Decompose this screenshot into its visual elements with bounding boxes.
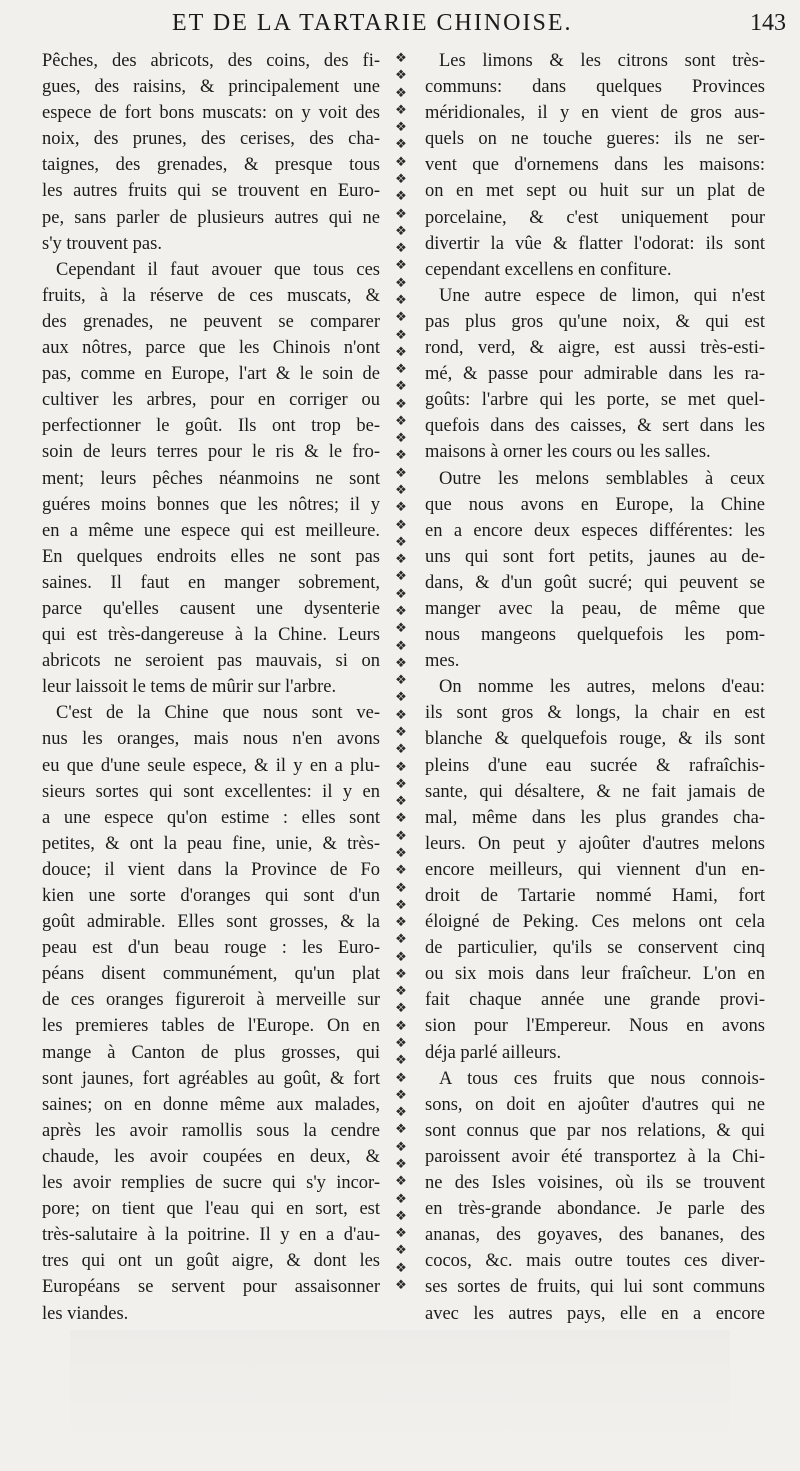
text-line: pas, comme en Europe, l'art & le soin de [42,364,380,385]
text-line: pore; on tient que l'eau qui en sort, est [42,1199,380,1220]
text-line: taignes, des grenades, & presque tous [42,155,380,176]
fleuron-icon: ❖ [395,863,407,879]
text-line: en très-grande abondance. Je parle des [425,1199,765,1220]
text-line: des grenades, ne peuvent se comparer [42,311,380,332]
left-column [42,48,380,1327]
fleuron-icon: ❖ [395,154,407,170]
text-line: sont connus que par nos relations, & qui [425,1120,765,1141]
text-line: les avoir remplies de sucre qui s'y incor- [42,1173,380,1194]
fleuron-icon: ❖ [395,776,407,792]
fleuron-icon: ❖ [395,794,407,810]
fleuron-icon: ❖ [395,1036,407,1052]
fleuron-icon: ❖ [395,52,407,66]
text-line: ils sont gros & longs, la chair en est [425,703,765,724]
text-line: de particulier, qu'ils se conservent cinq [425,938,765,959]
text-line: sion pour l'Empereur. Nous en avons [425,1016,765,1037]
fleuron-icon: ❖ [395,742,407,758]
page-number: 143 [750,10,786,36]
text-line: après les avoir ramollis sous la cendre [42,1120,380,1141]
fleuron-icon: ❖ [395,1226,407,1242]
fleuron-icon: ❖ [395,724,407,740]
fleuron-icon: ❖ [395,85,407,101]
text-line: les premieres tables de l'Europe. On en [42,1016,380,1037]
fleuron-icon: ❖ [395,1001,407,1017]
fleuron-icon: ❖ [395,171,407,187]
fleuron-icon: ❖ [395,534,407,550]
fleuron-icon: ❖ [395,431,407,447]
text-line: ment; leurs pêches néanmoins ne sont [42,468,380,489]
text-line: divertir la vûe & flatter l'odorat: ils sont [425,233,765,254]
fleuron-icon: ❖ [395,1260,407,1276]
text-line: Les limons & les citrons sont très- [439,51,765,71]
text-line: pas plus gros qu'une noix, & qui est [425,311,765,332]
text-line: petites, & ont la peau fine, unie, & très- [42,833,380,854]
text-line: mes. [425,651,460,672]
text-line: encore meilleurs, qui viennent d'un en- [425,859,765,880]
text-line: guéres moins bonnes que les nôtres; il y [42,494,380,515]
text-line: uns qui sont fort petits, jaunes au de- [425,546,765,567]
text-line: sieurs sortes qui sont excellentes: il y en [42,781,380,802]
text-line: communs: dans quelques Provinces [425,77,765,98]
fleuron-icon: ❖ [395,984,407,1000]
text-line: péans disent communément, qu'un plat [42,964,380,985]
text-line: quels on ne touche gueres: ils ne ser- [425,129,765,150]
text-line: nous mangeons quelquefois les pom- [425,625,765,646]
text-line: a une espece qu'on estime : elles sont [42,807,380,828]
fleuron-icon: ❖ [395,604,407,619]
fleuron-icon: ❖ [395,569,407,585]
text-line: dans, & d'un goût sucré; qui peuvent se [425,572,765,593]
fleuron-icon: ❖ [395,552,407,568]
text-line: éloigné de Peking. Ces melons ont cela [425,912,765,933]
fleuron-icon: ❖ [395,1191,407,1207]
text-line: paroissent avoir été transportez à la Chi- [425,1146,765,1167]
text-line: fait chaque année une grande provi- [425,990,765,1011]
fleuron-icon: ❖ [395,759,407,775]
text-line: tres qui ont un goût aigre, & dont les [42,1251,380,1272]
text-line: les viandes. [42,1303,129,1324]
text-line: cultiver les arbres, pour en corriger ou [42,390,380,411]
fleuron-icon: ❖ [395,897,407,913]
text-line: Une autre espece de limon, qui n'est [439,285,765,306]
fleuron-icon: ❖ [395,500,407,516]
text-line: soin de leurs terres pour le ris & le fro- [42,442,380,463]
text-line: ses sortes de fruits, qui lui sont communs [425,1277,765,1298]
fleuron-icon: ❖ [395,68,407,84]
text-line: goûts: l'arbre qui les porte, se met quel- [425,390,765,411]
fleuron-icon: ❖ [395,344,407,360]
text-line: goût admirable. Elles sont grosses, & la [42,912,380,933]
fleuron-icon: ❖ [395,880,407,896]
fleuron-icon: ❖ [395,638,407,654]
running-title: ET DE LA TARTARIE CHINOISE. [172,10,573,36]
right-column [425,48,765,1327]
fleuron-icon: ❖ [395,1070,407,1086]
text-line: rond, verd, & aigre, est aussi très-esti- [425,338,765,359]
fleuron-column-ornament-icon [386,52,416,1292]
fleuron-icon: ❖ [395,1277,407,1292]
text-line: parce qu'elles causent une dysenterie [42,598,380,619]
text-line: C'est de la Chine que nous sont ve- [56,703,380,724]
text-line: pe, sans parler de plusieurs autres qui ne [42,207,380,228]
fleuron-icon: ❖ [395,465,407,481]
fleuron-icon: ❖ [395,707,407,723]
text-line: en a même une espece qui est meilleure. [42,520,380,541]
text-line: nus les oranges, mais nous n'en avons [42,729,380,750]
fleuron-icon: ❖ [395,673,407,689]
text-line: que nous avons en Europe, la Chine [425,494,765,515]
text-line: porcelaine, & c'est uniquement pour [425,207,765,228]
fleuron-icon: ❖ [395,1208,407,1224]
fleuron-icon: ❖ [395,310,407,326]
text-line: quefois dans des caisses, & sert dans les [425,416,765,437]
fleuron-icon: ❖ [395,1122,407,1138]
text-line: ananas, des goyaves, des bananes, des [425,1225,765,1246]
fleuron-icon: ❖ [395,413,407,429]
text-line: mé, & passe pour admirable dans les ra- [425,364,765,385]
fleuron-icon: ❖ [395,845,407,861]
text-line: espece de fort bons muscats: on y voit des [42,103,380,124]
text-line: ne des Isles voisines, où ils se trouvent [425,1173,765,1194]
fleuron-icon: ❖ [395,362,407,378]
fleuron-icon: ❖ [395,258,407,274]
text-line: Outre les melons semblables à ceux [439,468,765,489]
text-line: très-salutaire à la poitrine. Il y en a d'au- [42,1225,380,1246]
text-line: peau est d'un beau rouge : les Euro- [42,938,380,959]
fleuron-icon: ❖ [395,915,407,931]
show-through-background [70,1330,730,1450]
fleuron-icon: ❖ [395,292,407,308]
fleuron-icon: ❖ [395,949,407,965]
fleuron-icon: ❖ [395,1243,407,1259]
fleuron-icon: ❖ [395,223,407,239]
text-line: vent que d'ornemens dans les maisons: [425,155,765,176]
text-line: droit de Tartarie nommé Hami, fort [425,886,765,906]
text-line: cependant excellens en confiture. [425,259,672,280]
fleuron-icon: ❖ [395,655,407,671]
text-line: méridionales, il y en vient de gros aus- [425,103,765,124]
text-line: chaude, les avoir coupées en deux, & [42,1146,380,1167]
text-line: En quelques endroits elles ne sont pas [42,546,380,567]
fleuron-icon: ❖ [395,966,407,982]
text-line: mal, même dans les plus grandes cha- [425,807,765,828]
text-line: sons, on doit en ajoûter d'autres qui ne [425,1094,765,1115]
fleuron-icon: ❖ [395,189,407,205]
fleuron-icon: ❖ [395,1105,407,1121]
text-line: sante, qui désaltere, & ne fait jamais de [425,781,765,802]
fleuron-icon: ❖ [395,448,407,464]
text-line: qui est très-dangereuse à la Chine. Leurs [42,625,380,646]
text-line: perfectionner le goût. Ils ont trop be- [42,416,380,437]
text-line: On nomme les autres, melons d'eau: [439,677,765,698]
fleuron-icon: ❖ [395,621,407,637]
text-line: leurs. On peut y ajoûter d'autres melons [425,833,765,854]
text-line: saines. Il faut en manger sobrement, [42,572,380,593]
text-line: sont jaunes, fort agréables au goût, & fort [42,1068,380,1089]
fleuron-icon: ❖ [395,690,407,706]
text-line: avec les autres pays, elle en a encore [425,1303,765,1324]
fleuron-icon: ❖ [395,1018,407,1034]
text-line: maisons à orner les cours ou les salles. [425,442,711,463]
text-line: en a encore deux especes différentes: les [425,520,765,541]
fleuron-icon: ❖ [395,327,407,343]
text-line: on en met sept ou huit sur un plat de [425,181,765,202]
text-line: noix, des prunes, des cerises, des cha- [42,129,380,150]
fleuron-icon: ❖ [395,517,407,533]
text-line: saines; on en donne même aux malades, [42,1094,380,1115]
fleuron-icon: ❖ [395,1053,407,1069]
fleuron-icon: ❖ [395,396,407,412]
fleuron-icon: ❖ [395,586,407,602]
fleuron-icon: ❖ [395,828,407,844]
text-line: Européans se servent pour assaisonner [42,1277,380,1298]
text-line: kien une sorte d'oranges qui sont d'un [42,886,380,906]
page-header [0,10,800,46]
text-line: cocos, &c. mais outre toutes ces diver- [425,1251,765,1272]
text-line: blanche & quelquefois rouge, & ils sont [425,729,765,750]
text-line: fruits, à la réserve de ces muscats, & [42,285,380,306]
text-line: s'y trouvent pas. [42,233,162,254]
text-line: de ces oranges figureroit à merveille sur [42,990,380,1011]
fleuron-icon: ❖ [395,379,407,395]
text-line: mange à Canton de plus grosses, qui [42,1042,380,1063]
text-line: A tous ces fruits que nous connois- [439,1068,765,1089]
fleuron-icon: ❖ [395,811,407,827]
text-line: eu que d'une seule espece, & il y en a plu- [42,755,380,776]
fleuron-icon: ❖ [395,1139,407,1155]
text-line: manger avec la peau, de même que [425,598,765,619]
text-line: douce; il vient dans la Province de Fo [42,859,380,880]
text-line: aux nôtres, parce que les Chinois n'ont [42,338,380,359]
fleuron-icon: ❖ [395,1157,407,1172]
fleuron-icon: ❖ [395,102,407,118]
fleuron-icon: ❖ [395,120,407,136]
fleuron-icon: ❖ [395,275,407,291]
text-line: abricots ne seroient pas mauvais, si on [42,651,380,672]
fleuron-icon: ❖ [395,932,407,948]
fleuron-icon: ❖ [395,1087,407,1103]
fleuron-icon: ❖ [395,137,407,153]
text-line: Cependant il faut avouer que tous ces [56,259,380,280]
text-line: ou six mois dans leur fraîcheur. L'on en [425,964,765,985]
fleuron-icon: ❖ [395,206,407,222]
fleuron-icon: ❖ [395,483,407,499]
text-line: les autres fruits qui se trouvent en Euro- [42,181,380,202]
text-line: Pêches, des abricots, des coins, des fi- [42,51,380,71]
text-line: gues, des raisins, & principalement une [42,77,380,98]
text-line: leur laissoit le tems de mûrir sur l'arbre. [42,677,337,698]
fleuron-icon: ❖ [395,241,407,257]
text-line: déja parlé ailleurs. [425,1042,562,1063]
fleuron-icon: ❖ [395,1174,407,1190]
text-line: pleins d'une eau sucrée & rafraîchis- [425,755,765,776]
